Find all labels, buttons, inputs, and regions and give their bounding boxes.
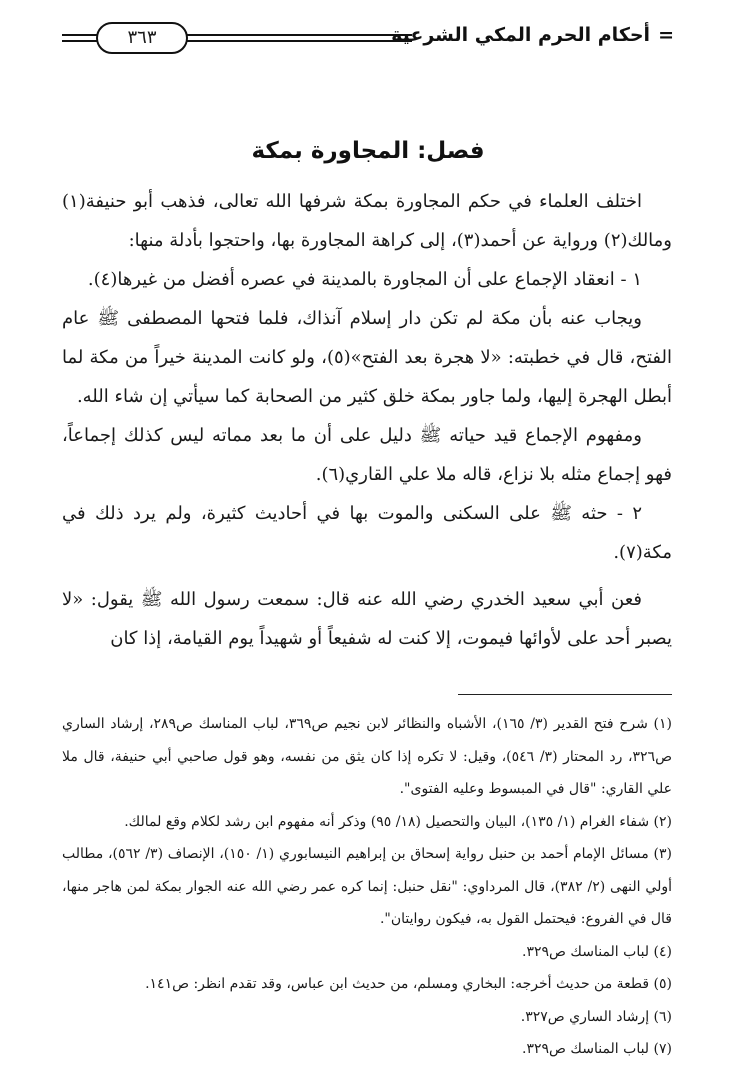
footnote: (٣) مسائل الإمام أحمد بن حنبل رواية إسحاق بن إبراهيم النيسابوري (١/ ١٥٠)، الإنصاف (٣/ ٥٦٢)، مطالب أولي النهى (٢/ ٣٨٢)، قال المرداوي: "نقل حنبل: إنما كره عمر رضي الله عنه الجوار بمكة لمن هاجر منها، قال في الفروع: فيحتمل القول به، فيكون روايتان". [62, 846, 672, 927]
footnote: (٥) قطعة من حديث أخرجه: البخاري ومسلم، من حديث ابن عباس، وقد تقدم انظر: ص١٤١. [145, 976, 672, 992]
footnote: (١) شرح فتح القدير (٣/ ١٦٥)، الأشباه والنظائر لابن نجيم ص٣٦٩، لباب المناسك ص٢٨٩، إرشاد الساري ص٣٢٦، رد المحتار (٣/ ٥٤٦)، وقيل: لا تكره إذا كان يثق من نفسه، وهو قول صاحبي أبي حنيفة، قال ملا علي القاري: "قال في المبسوط وعليه الفتوى". [62, 716, 672, 797]
body-paragraph: ومفهوم الإجماع قيد حياته ﷺ دليل على أن ما بعد مماته ليس كذلك إجماعاً، فهو إجماع مثله بلا نزاع، قاله ملا علي القاري(٦). [62, 425, 672, 485]
main-body [62, 182, 672, 658]
header-double-rule-left [62, 34, 98, 42]
title-dash: = [658, 24, 674, 46]
footnote: (٧) لباب المناسك ص٣٢٩. [522, 1041, 672, 1057]
footnote: (٦) إرشاد الساري ص٣٢٧. [520, 1008, 672, 1025]
running-title-text: أحكام الحرم المكي الشرعية [391, 24, 651, 46]
body-paragraph: ويجاب عنه بأن مكة لم تكن دار إسلام آنذاك، فلما فتحها المصطفى ﷺ عام الفتح، قال في خطبته: «لا هجرة بعد الفتح»(٥)، ولو كانت المدينة خيراً من مكة لما أبطل الهجرة إليها، ولما جاور بمكة خلق كثير من الصحابة كما سيأتي إن شاء الله. [62, 308, 672, 407]
running-title [391, 24, 674, 46]
body-paragraph: ٢ - حثه ﷺ على السكنى والموت بها في أحاديث كثيرة، ولم يرد ذلك في مكة(٧). [62, 503, 672, 563]
section-title: فصل: المجاورة بمكة [251, 138, 485, 164]
footnote-separator [458, 694, 672, 695]
footnote: (٢) شفاء الغرام (١/ ١٣٥)، البيان والتحصيل (١٨/ ٩٥) وذكر أنه مفهوم ابن رشد لكلام وقع لمالك. [124, 813, 672, 830]
body-paragraph: ١ - انعقاد الإجماع على أن المجاورة بالمدينة في عصره أفضل من غيرها(٤). [87, 269, 642, 290]
body-paragraph: فعن أبي سعيد الخدري رضي الله عنه قال: سمعت رسول الله ﷺ يقول: «لا يصبر أحد على لأوائها فيموت، إلا كنت له شفيعاً أو شهيداً يوم القيامة، إذا كان [62, 589, 672, 649]
page-header [62, 18, 674, 62]
body-paragraph: اختلف العلماء في حكم المجاورة بمكة شرفها الله تعالى، فذهب أبو حنيفة(١) ومالك(٢) ورواية عن أحمد(٣)، إلى كراهة المجاورة بها، واحتجوا بأدلة منها: [62, 191, 672, 251]
header-double-rule [182, 34, 412, 42]
footnote: (٤) لباب المناسك ص٣٢٩. [522, 943, 672, 960]
page-number: ٣٦٣ [96, 22, 188, 54]
footnotes [62, 708, 672, 1066]
